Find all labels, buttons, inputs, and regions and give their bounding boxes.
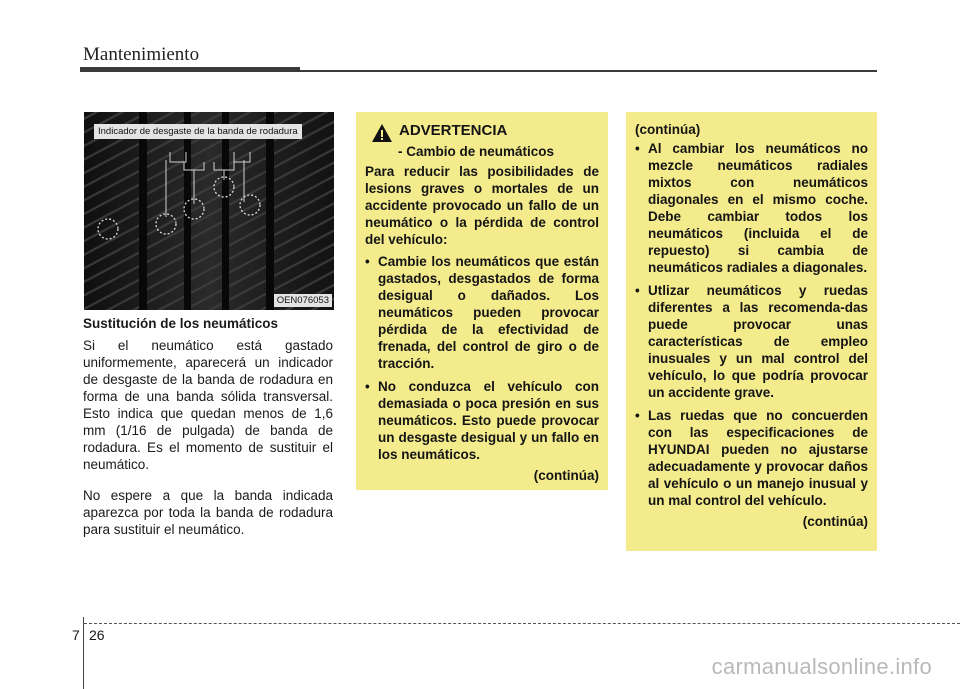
body-paragraph-1: Si el neumático está gastado uniformemente, aparecerá un indicador de desgaste de la banda de rodadura en forma de una banda sólida transversal. Esto indica que quedan menos de 1,6 mm (1/16 de pulgada) de banda de rodadura. Es el momento de sustituir el neumático. <box>83 338 333 472</box>
header-rule-thin <box>300 70 877 72</box>
section-title: Sustitución de los neumáticos <box>83 316 279 331</box>
header-title: Mantenimiento <box>83 44 200 65</box>
continued-label: (continúa) <box>635 122 701 137</box>
figure-caption: Indicador de desgaste de la banda de rodadura <box>94 124 302 139</box>
warning-box-1 <box>356 112 608 490</box>
figure-code: OEN076053 <box>274 294 332 307</box>
warning-subtitle: - Cambio de neumáticos <box>398 144 555 159</box>
watermark: carmanualsonline.info <box>711 654 932 679</box>
list-item: • Utlizar neumáticos y ruedas diferentes a las recomenda-das puede provocar unas características de empleo inusuales y un mal control del vehículo, lo que podría provocar un accidente grave. <box>635 282 868 401</box>
warning-box-2 <box>626 112 877 551</box>
list-item: • Al cambiar los neumáticos no mezcle neumáticos radiales mixtos con neumáticos diagonales en el mismo coche. Debe cambiar todos los neumáticos (incluida el de repuesto) si cambia de neumáticos radiales a diagonales. <box>635 140 868 276</box>
tire-tread-figure <box>84 112 334 310</box>
list-item: • Cambie los neumáticos que están gastados, desgastados de forma desigual o dañados. Los neumáticos pueden provocar pérdida de la efectividad de frenada, del control de giro o de tracción. <box>365 253 599 372</box>
warning-list-2 <box>635 140 868 509</box>
chapter-number: 7 <box>72 627 80 643</box>
footer-divider-dashed <box>84 623 960 624</box>
page-number: 26 <box>89 627 105 643</box>
list-item: • Las ruedas que no concuerden con las especificaciones de HYUNDAI pueden no ajustarse adecuadamente y provocar daños al vehículo o un manejo inusual y un mal control del vehículo. <box>635 407 868 509</box>
continues-label: (continúa) <box>533 468 599 483</box>
header-rule-thick <box>80 67 300 72</box>
warning-list-1 <box>365 253 599 463</box>
continues-label: (continúa) <box>802 514 868 529</box>
warning-title: ADVERTENCIA <box>399 122 508 139</box>
warning-triangle-icon <box>371 123 393 143</box>
warning-heading <box>371 122 599 143</box>
list-item: • No conduzca el vehículo con demasiada o poca presión en sus neumáticos. Esto puede provocar un desgaste desigual y un fallo en los neumáticos. <box>365 378 599 463</box>
warning-intro: Para reducir las posibilidades de lesions graves o mortales de un accidente provocado un fallo de un neumático o la pérdida de control del vehículo: <box>365 164 599 247</box>
footer-divider-vertical <box>83 617 84 689</box>
body-paragraph-2: No espere a que la banda indicada aparezca por toda la banda de rodadura para sustituir el neumático. <box>83 488 333 537</box>
tire-tread-illustration <box>84 112 334 310</box>
